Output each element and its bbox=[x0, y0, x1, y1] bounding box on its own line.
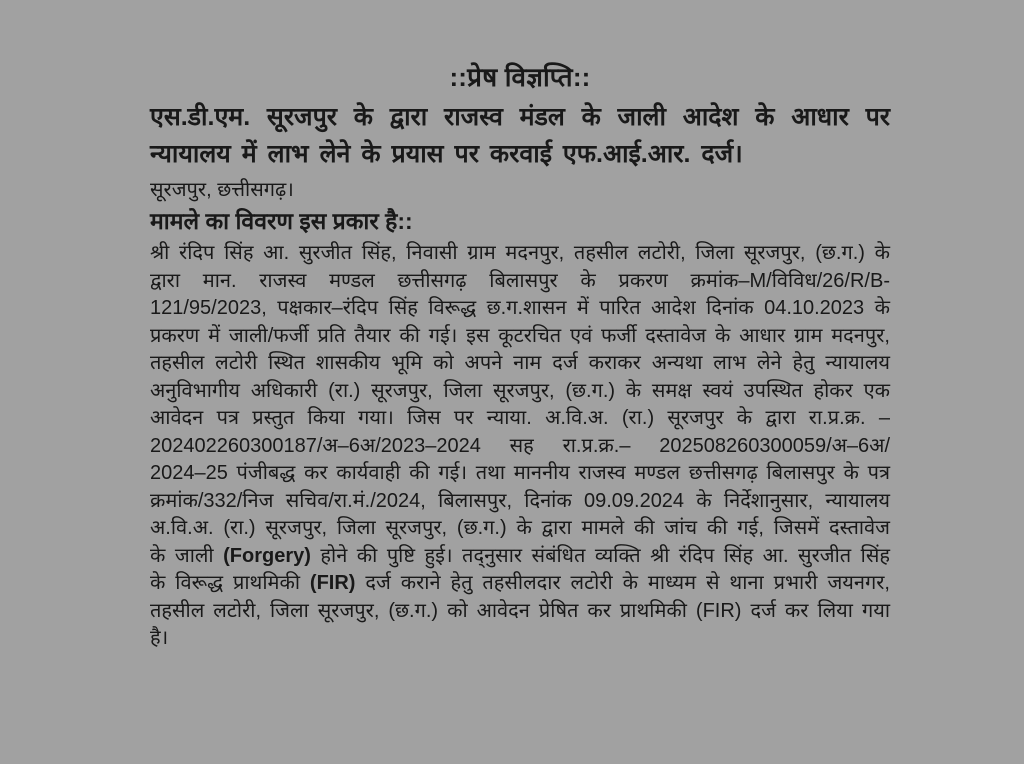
body-segment-fir: (FIR) bbox=[309, 572, 356, 594]
dateline: सूरजपुर, छत्तीसगढ़। bbox=[150, 179, 294, 201]
case-details-paragraph bbox=[150, 240, 890, 653]
case-details-heading: मामले का विवरण इस प्रकार है:: bbox=[150, 208, 413, 234]
body-segment: श्री रंदिप सिंह आ. सुरजीत सिंह, निवासी ग्राम मदनपुर, तहसील लटोरी, जिला सूरजपुर, (छ.ग.) के द्वारा मान. राजस्व मण्डल छत्तीसगढ़ बिलासपुर के प्रकरण क्रमांक–M/विविध/26/R/B-121/95/2023, पक्षकार–रंदिप सिंह विरूद्ध छ.ग.शासन में पारित आदेश दिनांक 04.10.2023 के प्रकरण में जाली/फर्जी प्रति तैयार की गई। इस कूटरचित एवं फर्जी दस्तावेज के आधार ग्राम मदनपुर, तहसील लटोरी स्थित शासकीय भूमि को अपने नाम दर्ज कराकर अन्यथा लाभ लेने हेतु न्यायालय अनुविभागीय अधिकारी (रा.) सूरजपुर, जिला सूरजपुर, (छ.ग.) के समक्ष स्वयं उपस्थित होकर एक आवेदन पत्र प्रस्तुत किया गया। जिस पर न्याया. अ.वि.अ. (रा.) सूरजपुर के द्वारा रा.प्र.क्र. –202402260300187/अ–6अ/2023–2024 सह रा.प्र.क्र.– 202508260300059/अ–6अ/ 2024–25 पंजीबद्ध कर कार्यवाही की गई। तथा माननीय राजस्व मण्डल छत्तीसगढ़ बिलासपुर के पत्र क्रमांक/332/निज सचिव/रा.मं./2024, बिलासपुर, दिनांक 09.09.2024 के निर्देशानुसार, न्यायालय अ.वि.अ. (रा.) सूरजपुर, जिला सूरजपुर, (छ.ग.) के द्वारा मामले की जांच की गई, जिसमें दस्तावेज के जाली bbox=[150, 242, 890, 567]
body-segment: होने की पुष्टि हुई। तद्नुसार संबंधित व्यक्ति श्री रंदिप सिंह आ. सुरजीत सिंह के विरूद्ध प्राथमिकी bbox=[150, 544, 890, 594]
body-segment: दर्ज कराने हेतु तहसीलदार लटोरी के माध्यम से थाना प्रभारी जयनगर, तहसील लटोरी, जिला सूरजपुर, (छ.ग.) को आवेदन प्रेषित कर प्राथमिकी (FIR) दर्ज कर लिया गया है। bbox=[150, 572, 890, 649]
headline: एस.डी.एम. सूरजपुर के द्वारा राजस्व मंडल के जाली आदेश के आधार पर न्यायालय में लाभ लेने के प्रयास पर करवाई एफ.आई.आर. दर्ज। bbox=[150, 103, 890, 168]
press-release-title: ::प्रेष विज्ञप्ति:: bbox=[449, 62, 591, 92]
body-segment-forgery: (Forgery) bbox=[223, 544, 311, 567]
